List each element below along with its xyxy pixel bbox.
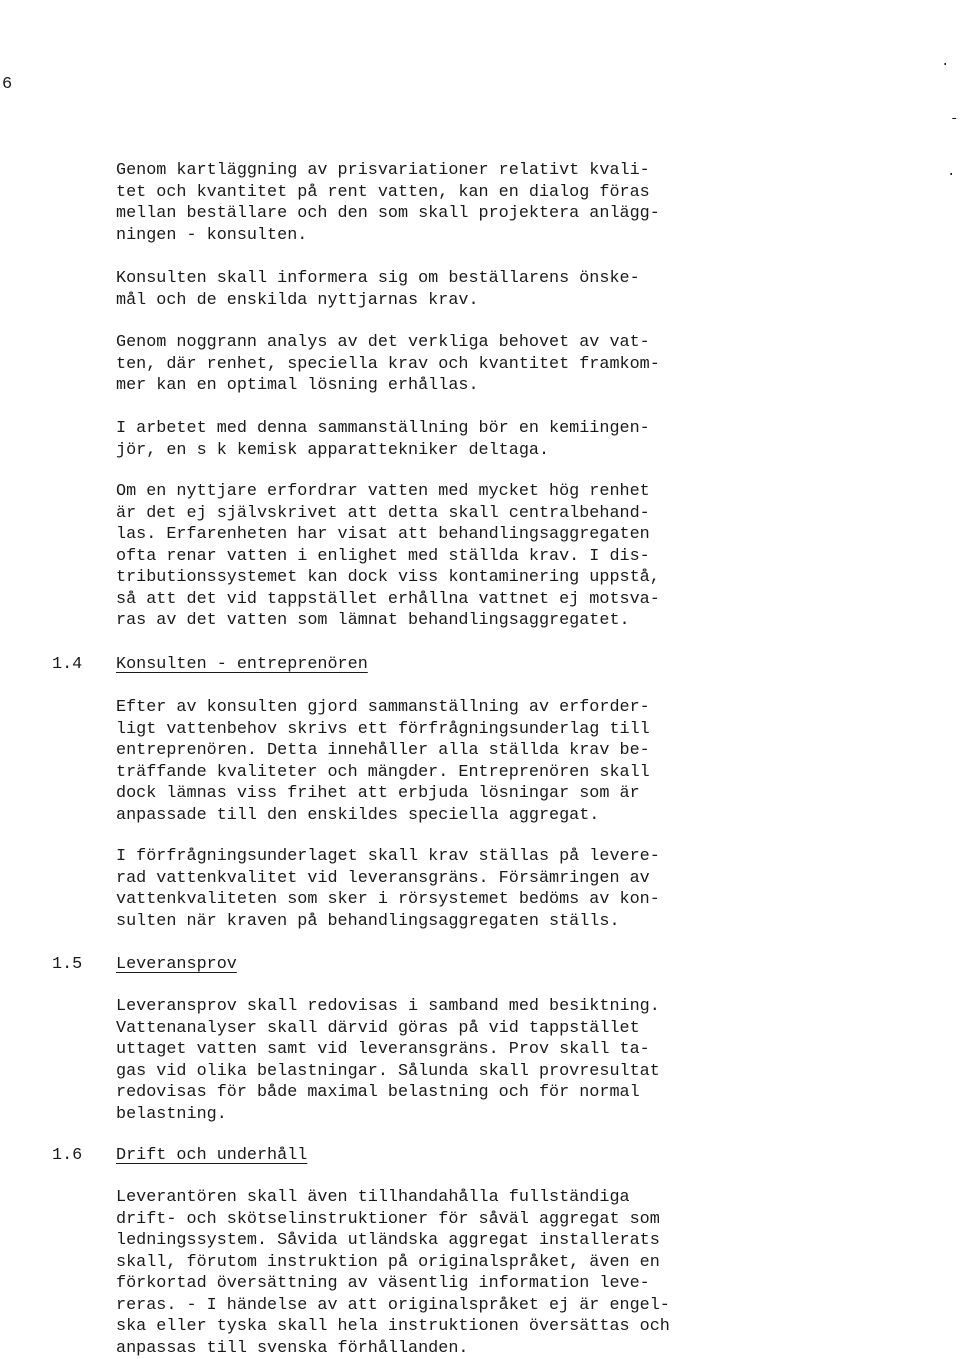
text-line: anpassade till den enskildes speciella aggregat.: [116, 805, 600, 825]
text-line: gas vid olika belastningar. Sålunda skall provresultat: [116, 1061, 660, 1081]
text-line: Leverantören skall även tillhandahålla fullständiga: [116, 1188, 630, 1207]
text-line: Efter av konsulten gjord sammanställning av erforder-: [116, 698, 650, 717]
text-line: vattenkvaliteten som sker i rörsystemet bedöms av kon-: [116, 890, 660, 909]
text-line: mellan beställare och den som skall projektera anlägg-: [116, 204, 660, 223]
text-line: belastning.: [116, 1104, 227, 1124]
scan-mark-dot: ·: [947, 167, 956, 183]
text-line: ten, där renhet, speciella krav och kvantitet framkom-: [116, 354, 660, 374]
text-line: mer kan en optimal lösning erhållas.: [116, 376, 479, 395]
paragraph-consultant-informs: [116, 268, 640, 311]
text-line: Konsulten skall informera sig om beställarens önske-: [116, 269, 640, 288]
text-line: Vattenanalyser skall därvid göras på vid tappstället: [116, 1018, 640, 1038]
text-line: ningen - konsulten.: [116, 225, 308, 245]
section-number: 1.5: [52, 955, 83, 974]
paragraph-careful-analysis: [116, 332, 660, 397]
text-line: ska eller tyska skall hela instruktionen översättas och: [116, 1317, 670, 1336]
paragraph-chemical-engineer: [116, 418, 650, 461]
text-line: uttaget vatten samt vid leveransgräns. Prov skall ta-: [116, 1040, 650, 1059]
section-heading: Konsulten - entreprenören: [116, 655, 368, 674]
text-line: träffande kvaliteter och mängder. Entreprenören skall: [116, 762, 650, 782]
paragraph-delivery-boundary: [116, 846, 660, 932]
text-line: entreprenören. Detta innehåller alla ställda krav be-: [116, 741, 650, 760]
paragraph-high-purity: [116, 481, 660, 632]
section-heading: Drift och underhåll: [116, 1146, 308, 1165]
section-number: 1.4: [52, 655, 83, 674]
text-line: jör, en s k kemisk apparattekniker deltaga.: [116, 440, 550, 460]
text-line: förkortad översättning av väsentlig information leve-: [116, 1274, 650, 1293]
text-line: så att det vid tappstället erhållna vattnet ej motsva-: [116, 589, 660, 609]
paragraph-price-variation: [116, 160, 660, 246]
text-line: är det ej självskrivet att detta skall centralbehand-: [116, 503, 650, 523]
text-line: tet och kvantitet på rent vatten, kan en dialog föras: [116, 182, 650, 202]
section-number: 1.6: [52, 1146, 83, 1165]
scan-mark-dash: -: [950, 111, 959, 127]
text-line: Leveransprov skall redovisas i samband med besiktning.: [116, 997, 660, 1016]
text-line: mål och de enskilda nyttjarnas krav.: [116, 290, 479, 310]
paragraph-delivery-test: [116, 996, 660, 1125]
text-line: las. Erfarenheten har visat att behandlingsaggregaten: [116, 525, 650, 544]
text-line: I förfrågningsunderlaget skall krav ställas på levere-: [116, 847, 660, 866]
text-line: skall, förutom instruktion på originalspråket, även en: [116, 1252, 660, 1272]
text-line: anpassas till svenska förhållanden.: [116, 1338, 469, 1358]
section-heading: Leveransprov: [116, 955, 237, 974]
text-line: reras. - I händelse av att originalspråket ej är engel-: [116, 1295, 670, 1315]
text-line: ledningssystem. Såvida utländska aggregat installerats: [116, 1231, 660, 1250]
scan-mark-dot: ·: [941, 57, 950, 73]
text-line: ofta renar vatten i enlighet med ställda krav. I dis-: [116, 546, 650, 566]
text-line: dock lämnas viss frihet att erbjuda lösningar som är: [116, 784, 640, 803]
paragraph-tender-documents: [116, 697, 650, 826]
text-line: redovisas för både maximal belastning och för normal: [116, 1083, 640, 1102]
text-line: Genom kartläggning av prisvariationer relativt kvali-: [116, 161, 650, 180]
text-line: sulten när kraven på behandlingsaggregaten ställs.: [116, 911, 620, 931]
paragraph-operation-instructions: [116, 1187, 670, 1359]
text-line: drift- och skötselinstruktioner för såväl aggregat som: [116, 1209, 660, 1229]
page-number: 6: [2, 75, 13, 94]
text-line: tributionssystemet kan dock viss kontaminering uppstå,: [116, 568, 660, 587]
text-line: ligt vattenbehov skrivs ett förfrågningsunderlag till: [116, 719, 650, 739]
text-line: I arbetet med denna sammanställning bör en kemiingen-: [116, 419, 650, 438]
text-line: Genom noggrann analys av det verkliga behovet av vat-: [116, 333, 650, 352]
text-line: Om en nyttjare erfordrar vatten med mycket hög renhet: [116, 482, 650, 501]
text-line: ras av det vatten som lämnat behandlingsaggregatet.: [116, 611, 630, 630]
text-line: rad vattenkvalitet vid leveransgräns. Försämringen av: [116, 868, 650, 888]
